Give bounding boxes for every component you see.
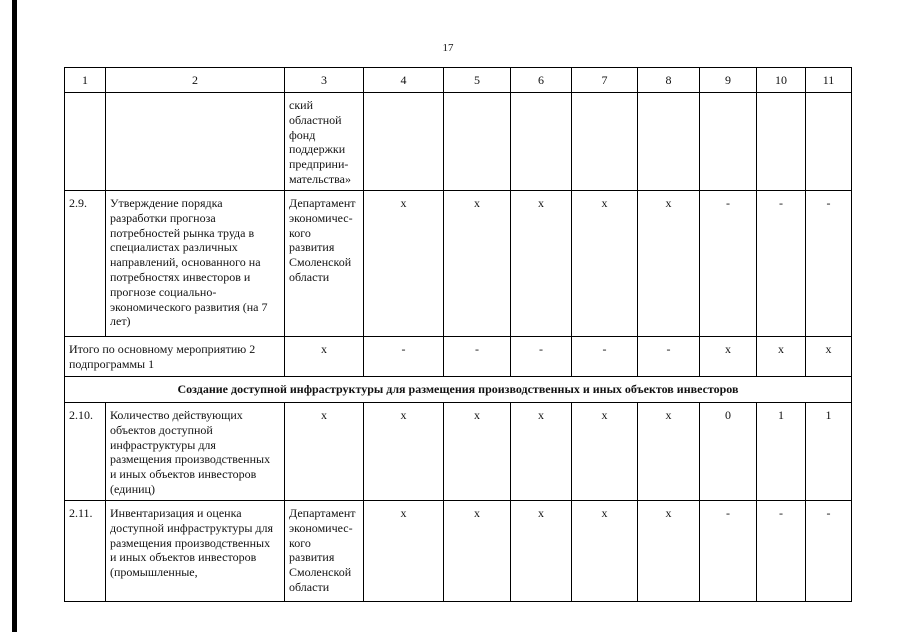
table-row <box>65 191 852 337</box>
cell-mark: 0 <box>725 408 731 422</box>
cell-text-line: Департамент <box>289 196 356 210</box>
table-cell <box>700 337 757 377</box>
table-cell <box>806 501 852 602</box>
table-cell <box>572 93 638 191</box>
cell-mark: х <box>538 506 544 520</box>
cell-text-line: (единиц) <box>110 481 155 496</box>
cell-text-line: доступной инфраструктуры для <box>110 520 274 535</box>
cell-text-line: предприни- <box>289 157 349 172</box>
column-header: 8 <box>638 68 700 93</box>
cell-text-line: потребностей рынка труда в <box>110 225 255 240</box>
cell-mark: - <box>539 342 543 356</box>
cell-mark: - <box>779 506 783 520</box>
scan-edge-bar <box>12 0 17 632</box>
column-header: 3 <box>285 68 364 93</box>
table-row <box>65 337 852 377</box>
cell-mark: х <box>665 506 672 520</box>
cell-text-line: прогнозе социально- <box>110 284 217 299</box>
cell-text-line: фонд <box>289 127 316 142</box>
cell-mark: - <box>475 342 479 356</box>
cell-text-line: потребностях инвесторов и <box>110 269 251 284</box>
cell-text-line: лет) <box>110 314 131 329</box>
table-cell <box>106 403 285 501</box>
cell-mark: х <box>538 408 544 422</box>
table-cell <box>511 337 572 377</box>
table-row <box>65 403 852 501</box>
cell-text-line: и иных объектов инвесторов <box>110 550 257 565</box>
page-number: 17 <box>442 42 454 54</box>
table-cell <box>700 501 757 602</box>
cell-text-line: области <box>289 579 330 594</box>
table-cell <box>572 501 638 602</box>
cell-mark: - <box>826 506 831 520</box>
cell-text-line: направлений, основанного на <box>110 255 261 270</box>
table-cell <box>806 93 852 191</box>
table-cell <box>511 403 572 501</box>
table-cell <box>285 337 364 377</box>
table-cell <box>511 93 572 191</box>
cell-text-line: кого <box>289 535 311 550</box>
cell-text-line: поддержки <box>289 142 346 157</box>
cell-text-line: развития <box>289 550 335 565</box>
cell-mark: - <box>401 342 406 356</box>
cell-text-line: Смоленской <box>289 565 352 580</box>
cell-text-line: Смоленской <box>289 255 352 270</box>
column-header: 7 <box>572 68 638 93</box>
column-header: 10 <box>757 68 806 93</box>
cell-text-line: Инвентаризация и оценка <box>110 506 242 520</box>
table-body <box>65 93 852 602</box>
table-cell <box>700 403 757 501</box>
table-cell <box>106 191 285 337</box>
table-cell <box>444 501 511 602</box>
section-title: Создание доступной инфраструктуры для размещения производственных и иных объектов инвесторов <box>177 382 739 397</box>
table-cell <box>444 93 511 191</box>
cell-mark: - <box>726 196 730 210</box>
cell-text-line: 2.9. <box>69 196 87 210</box>
cell-mark: - <box>779 196 783 210</box>
cell-mark: х <box>474 506 480 520</box>
cell-text-line: мательства» <box>289 171 351 186</box>
table-cell <box>106 93 285 191</box>
table-cell <box>700 191 757 337</box>
cell-text-line: экономичес- <box>289 210 353 225</box>
cell-text-line: Итого по основному мероприятию 2 <box>69 342 256 356</box>
table-cell <box>757 93 806 191</box>
cell-mark: х <box>601 408 608 422</box>
table-cell <box>444 403 511 501</box>
cell-mark: 1 <box>825 408 832 422</box>
table-cell <box>364 501 444 602</box>
cell-mark: - <box>726 506 730 520</box>
cell-text-line: размещения производственных <box>110 535 271 550</box>
cell-mark: х <box>400 408 407 422</box>
cell-mark: х <box>321 342 327 356</box>
cell-mark: х <box>474 196 480 210</box>
cell-text-line: объектов доступной <box>110 422 213 437</box>
table-cell <box>572 191 638 337</box>
table-cell <box>444 337 511 377</box>
cell-text-line: экономичес- <box>289 520 353 535</box>
cell-mark: х <box>778 342 784 356</box>
cell-text-line: развития <box>289 240 335 255</box>
cell-mark: х <box>665 408 672 422</box>
data-table <box>64 67 852 602</box>
cell-mark: 1 <box>778 408 784 422</box>
table-cell <box>364 191 444 337</box>
cell-mark: х <box>601 506 608 520</box>
table-cell <box>806 337 852 377</box>
column-header: 2 <box>106 68 285 93</box>
table-cell <box>285 93 364 191</box>
cell-text-line: областной <box>289 112 342 127</box>
table-cell <box>285 191 364 337</box>
table-cell <box>757 403 806 501</box>
header-row <box>65 68 852 93</box>
column-header: 1 <box>65 68 106 93</box>
table-cell <box>757 501 806 602</box>
column-header: 11 <box>806 68 852 93</box>
cell-text-line: области <box>289 269 330 284</box>
column-header: 5 <box>444 68 511 93</box>
cell-text-line: (промышленные, <box>110 565 198 580</box>
cell-mark: - <box>602 342 607 356</box>
cell-mark: х <box>538 196 544 210</box>
table-cell <box>757 191 806 337</box>
table-cell <box>757 337 806 377</box>
table-cell <box>364 93 444 191</box>
table-cell <box>638 337 700 377</box>
cell-mark: х <box>400 506 407 520</box>
cell-mark: х <box>474 408 480 422</box>
cell-text-line: 2.11. <box>69 506 93 520</box>
cell-text-line: Утверждение порядка <box>110 196 223 210</box>
cell-mark: - <box>666 342 671 356</box>
cell-mark: х <box>601 196 608 210</box>
cell-text-line: специалистах различных <box>110 240 238 255</box>
table-cell <box>638 501 700 602</box>
table-cell <box>511 191 572 337</box>
cell-text-line: и иных объектов инвесторов <box>110 467 257 482</box>
table-cell <box>444 191 511 337</box>
cell-mark: х <box>725 342 731 356</box>
table-cell <box>364 337 444 377</box>
table-cell <box>511 501 572 602</box>
cell-text-line: 2.10. <box>69 408 93 422</box>
table-cell <box>806 191 852 337</box>
cell-text-line: Департамент <box>289 506 356 520</box>
table-cell <box>364 403 444 501</box>
column-header: 4 <box>364 68 444 93</box>
cell-mark: х <box>825 342 832 356</box>
table-cell <box>65 191 106 337</box>
table-cell <box>65 93 106 191</box>
table-cell <box>572 403 638 501</box>
table-cell <box>572 337 638 377</box>
table-cell <box>65 337 285 377</box>
cell-mark: х <box>321 408 327 422</box>
table-cell <box>638 191 700 337</box>
table-cell <box>806 403 852 501</box>
cell-text-line: экономического развития (на 7 <box>110 299 268 314</box>
table-row <box>65 93 852 191</box>
section-header-row <box>65 377 852 403</box>
table-cell <box>638 93 700 191</box>
table-cell <box>638 403 700 501</box>
cell-text-line: разработки прогноза <box>110 210 216 225</box>
table-cell <box>106 501 285 602</box>
cell-mark: х <box>665 196 672 210</box>
cell-mark: - <box>826 196 831 210</box>
table-row <box>65 501 852 602</box>
cell-text-line: инфраструктуры для <box>110 437 216 452</box>
cell-text-line: кого <box>289 225 311 240</box>
cell-text-line: подпрограммы 1 <box>69 356 155 371</box>
section-header-cell <box>65 377 852 403</box>
column-header: 6 <box>511 68 572 93</box>
table-cell <box>285 501 364 602</box>
table-header <box>65 68 852 93</box>
table-cell <box>700 93 757 191</box>
table-cell <box>65 403 106 501</box>
cell-text-line: ский <box>289 98 313 112</box>
cell-mark: х <box>400 196 407 210</box>
table-cell <box>285 403 364 501</box>
column-header: 9 <box>700 68 757 93</box>
cell-text-line: размещения производственных <box>110 452 271 467</box>
table-cell <box>65 501 106 602</box>
cell-text-line: Количество действующих <box>110 408 243 422</box>
